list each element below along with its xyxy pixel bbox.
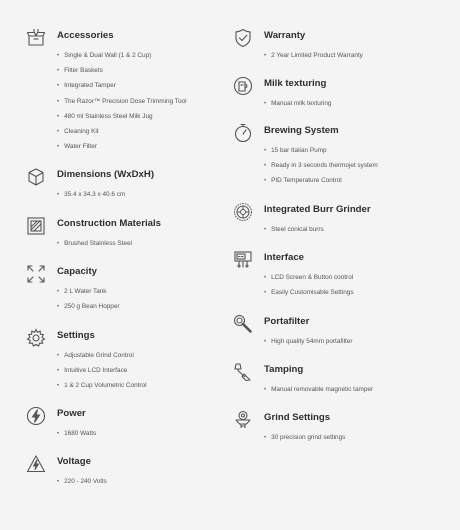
list-item: • LCD Screen & Button control [264, 273, 354, 288]
stopwatch-icon [233, 123, 253, 143]
list-item: • PID Temperature Control [264, 176, 378, 191]
box-icon [26, 28, 46, 48]
list-item: • 15 bar Italian Pump [264, 146, 378, 161]
section-title: Warranty [264, 30, 306, 41]
section-title: Settings [57, 330, 95, 341]
item-list [264, 337, 352, 352]
list-item: • High quality 54mm portafilter [264, 337, 352, 352]
item-list [57, 429, 96, 444]
list-item: • Brushed Stainless Steel [57, 239, 132, 254]
burr-grinder-icon [233, 202, 253, 222]
list-item: • Intuitive LCD Interface [57, 366, 147, 381]
section-title: Integrated Burr Grinder [264, 204, 371, 215]
list-item: • Adjustable Grind Control [57, 351, 147, 366]
list-item: • Filter Baskets [57, 66, 187, 81]
gear-icon [26, 328, 46, 348]
list-item: • 250 g Bean Hopper [57, 302, 120, 317]
item-list [264, 433, 345, 448]
power-bolt-icon [26, 406, 46, 426]
portafilter-icon [233, 314, 253, 334]
section-title: Voltage [57, 456, 91, 467]
list-item: • 30 precision grind settings [264, 433, 345, 448]
section-title: Milk texturing [264, 78, 327, 89]
list-item: • Water Filter [57, 142, 187, 157]
voltage-warning-icon [26, 454, 46, 474]
section-title: Construction Materials [57, 218, 161, 229]
list-item: • Cleaning Kit [57, 127, 187, 142]
item-list [57, 239, 132, 254]
list-item: • Manual milk texturing [264, 99, 332, 114]
list-item: • 1 & 2 Cup Volumetric Control [57, 381, 147, 396]
section-title: Interface [264, 252, 304, 263]
section-title: Power [57, 408, 86, 419]
list-item: • 220 - 240 Volts [57, 477, 107, 492]
item-list [264, 99, 332, 114]
list-item: • Ready in 3 seconds thermojet system [264, 161, 378, 176]
section-title: Grind Settings [264, 412, 331, 423]
list-item: • Easily Customisable Settings [264, 288, 354, 303]
tamper-icon [233, 362, 253, 382]
grind-settings-icon [233, 410, 253, 430]
section-title: Portafilter [264, 316, 310, 327]
item-list [57, 287, 120, 317]
list-item: • 2 L Water Tank [57, 287, 120, 302]
milk-texturing-icon [233, 76, 253, 96]
list-item: • 1680 Watts [57, 429, 96, 444]
item-list [57, 51, 187, 157]
item-list [264, 146, 378, 192]
item-list [264, 225, 324, 240]
item-list [264, 385, 373, 400]
materials-icon [26, 216, 46, 236]
item-list [264, 273, 354, 303]
item-list [57, 477, 107, 492]
section-title: Brewing System [264, 125, 339, 136]
list-item: • The Razor™ Precision Dose Trimming Tool [57, 97, 187, 112]
section-title: Accessories [57, 30, 114, 41]
list-item: • Integrated Tamper [57, 81, 187, 96]
item-list [264, 51, 363, 66]
list-item: • Steel conical burrs [264, 225, 324, 240]
interface-screen-icon [233, 250, 253, 270]
list-item: • Manual removable magnetic tamper [264, 385, 373, 400]
warranty-shield-icon [233, 28, 253, 48]
list-item: • Single & Dual Wall (1 & 2 Cup) [57, 51, 187, 66]
cube-icon [26, 167, 46, 187]
list-item: • 480 ml Stainless Steel Milk Jug [57, 112, 187, 127]
section-title: Capacity [57, 266, 97, 277]
section-title: Dimensions (WxDxH) [57, 169, 155, 180]
section-title: Tamping [264, 364, 304, 375]
list-item: • 35.4 x 34.3 x 40.6 cm [57, 190, 125, 205]
expand-arrows-icon [26, 264, 46, 284]
item-list [57, 190, 125, 205]
item-list [57, 351, 147, 397]
list-item: • 2 Year Limited Product Warranty [264, 51, 363, 66]
